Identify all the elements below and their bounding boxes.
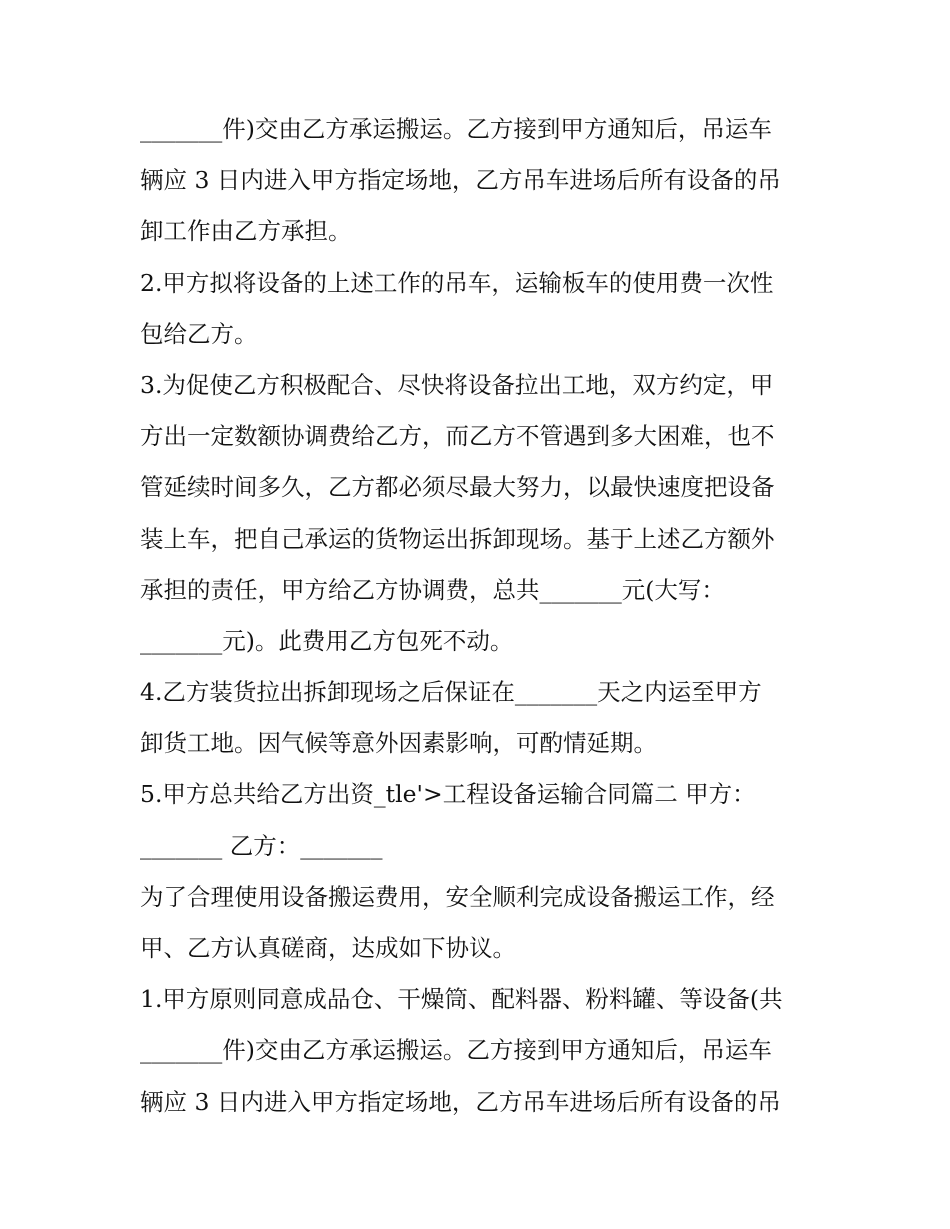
text-line: _______ 乙方：_______: [140, 831, 383, 860]
text-line: 4.乙方装货拉出拆卸现场之后保证在_______天之内运至甲方: [140, 678, 762, 707]
text-line: _______元)。此费用乙方包死不动。: [140, 626, 514, 655]
text-line: 1.甲方原则同意成品仓、干燥筒、配料器、粉料罐、等设备(共: [140, 985, 783, 1014]
text-line: 辆应 3 日内进入甲方指定场地，乙方吊车进场后所有设备的吊: [140, 1087, 781, 1116]
text-line: 5.甲方总共给乙方出资_tle'>工程设备运输合同篇二 甲方：: [140, 780, 756, 809]
text-line: _______件)交由乙方承运搬运。乙方接到甲方通知后，吊运车: [140, 115, 772, 143]
text-line: _______件)交由乙方承运搬运。乙方接到甲方通知后，吊运车: [140, 1036, 772, 1065]
text-line: 甲、乙方认真磋商，达成如下协议。: [140, 934, 516, 962]
text-line: 3.为促使乙方积极配合、尽快将设备拉出工地，双方约定，甲: [140, 370, 774, 399]
text-line: 装上车，把自己承运的货物运出拆卸现场。基于上述乙方额外: [140, 524, 775, 553]
document-body: [140, 104, 820, 1128]
text-line: 承担的责任，甲方给乙方协调费，总共_______元(大写：: [140, 575, 725, 604]
text-line: 卸工作由乙方承担。: [140, 217, 352, 246]
text-line: 卸货工地。因气候等意外因素影响，可酌情延期。: [140, 729, 657, 758]
text-line: 方出一定数额协调费给乙方，而乙方不管遇到多大困难，也不: [140, 422, 775, 451]
text-line: 2.甲方拟将设备的上述工作的吊车，运输板车的使用费一次性: [140, 268, 774, 297]
text-line: 辆应 3 日内进入甲方指定场地，乙方吊车进场后所有设备的吊: [140, 166, 781, 195]
text-line: 为了合理使用设备搬运费用，安全顺利完成设备搬运工作，经: [140, 882, 775, 911]
text-line: 管延续时间多久，乙方都必须尽最大努力，以最快速度把设备: [140, 473, 775, 502]
text-line: 包给乙方。: [140, 319, 258, 348]
